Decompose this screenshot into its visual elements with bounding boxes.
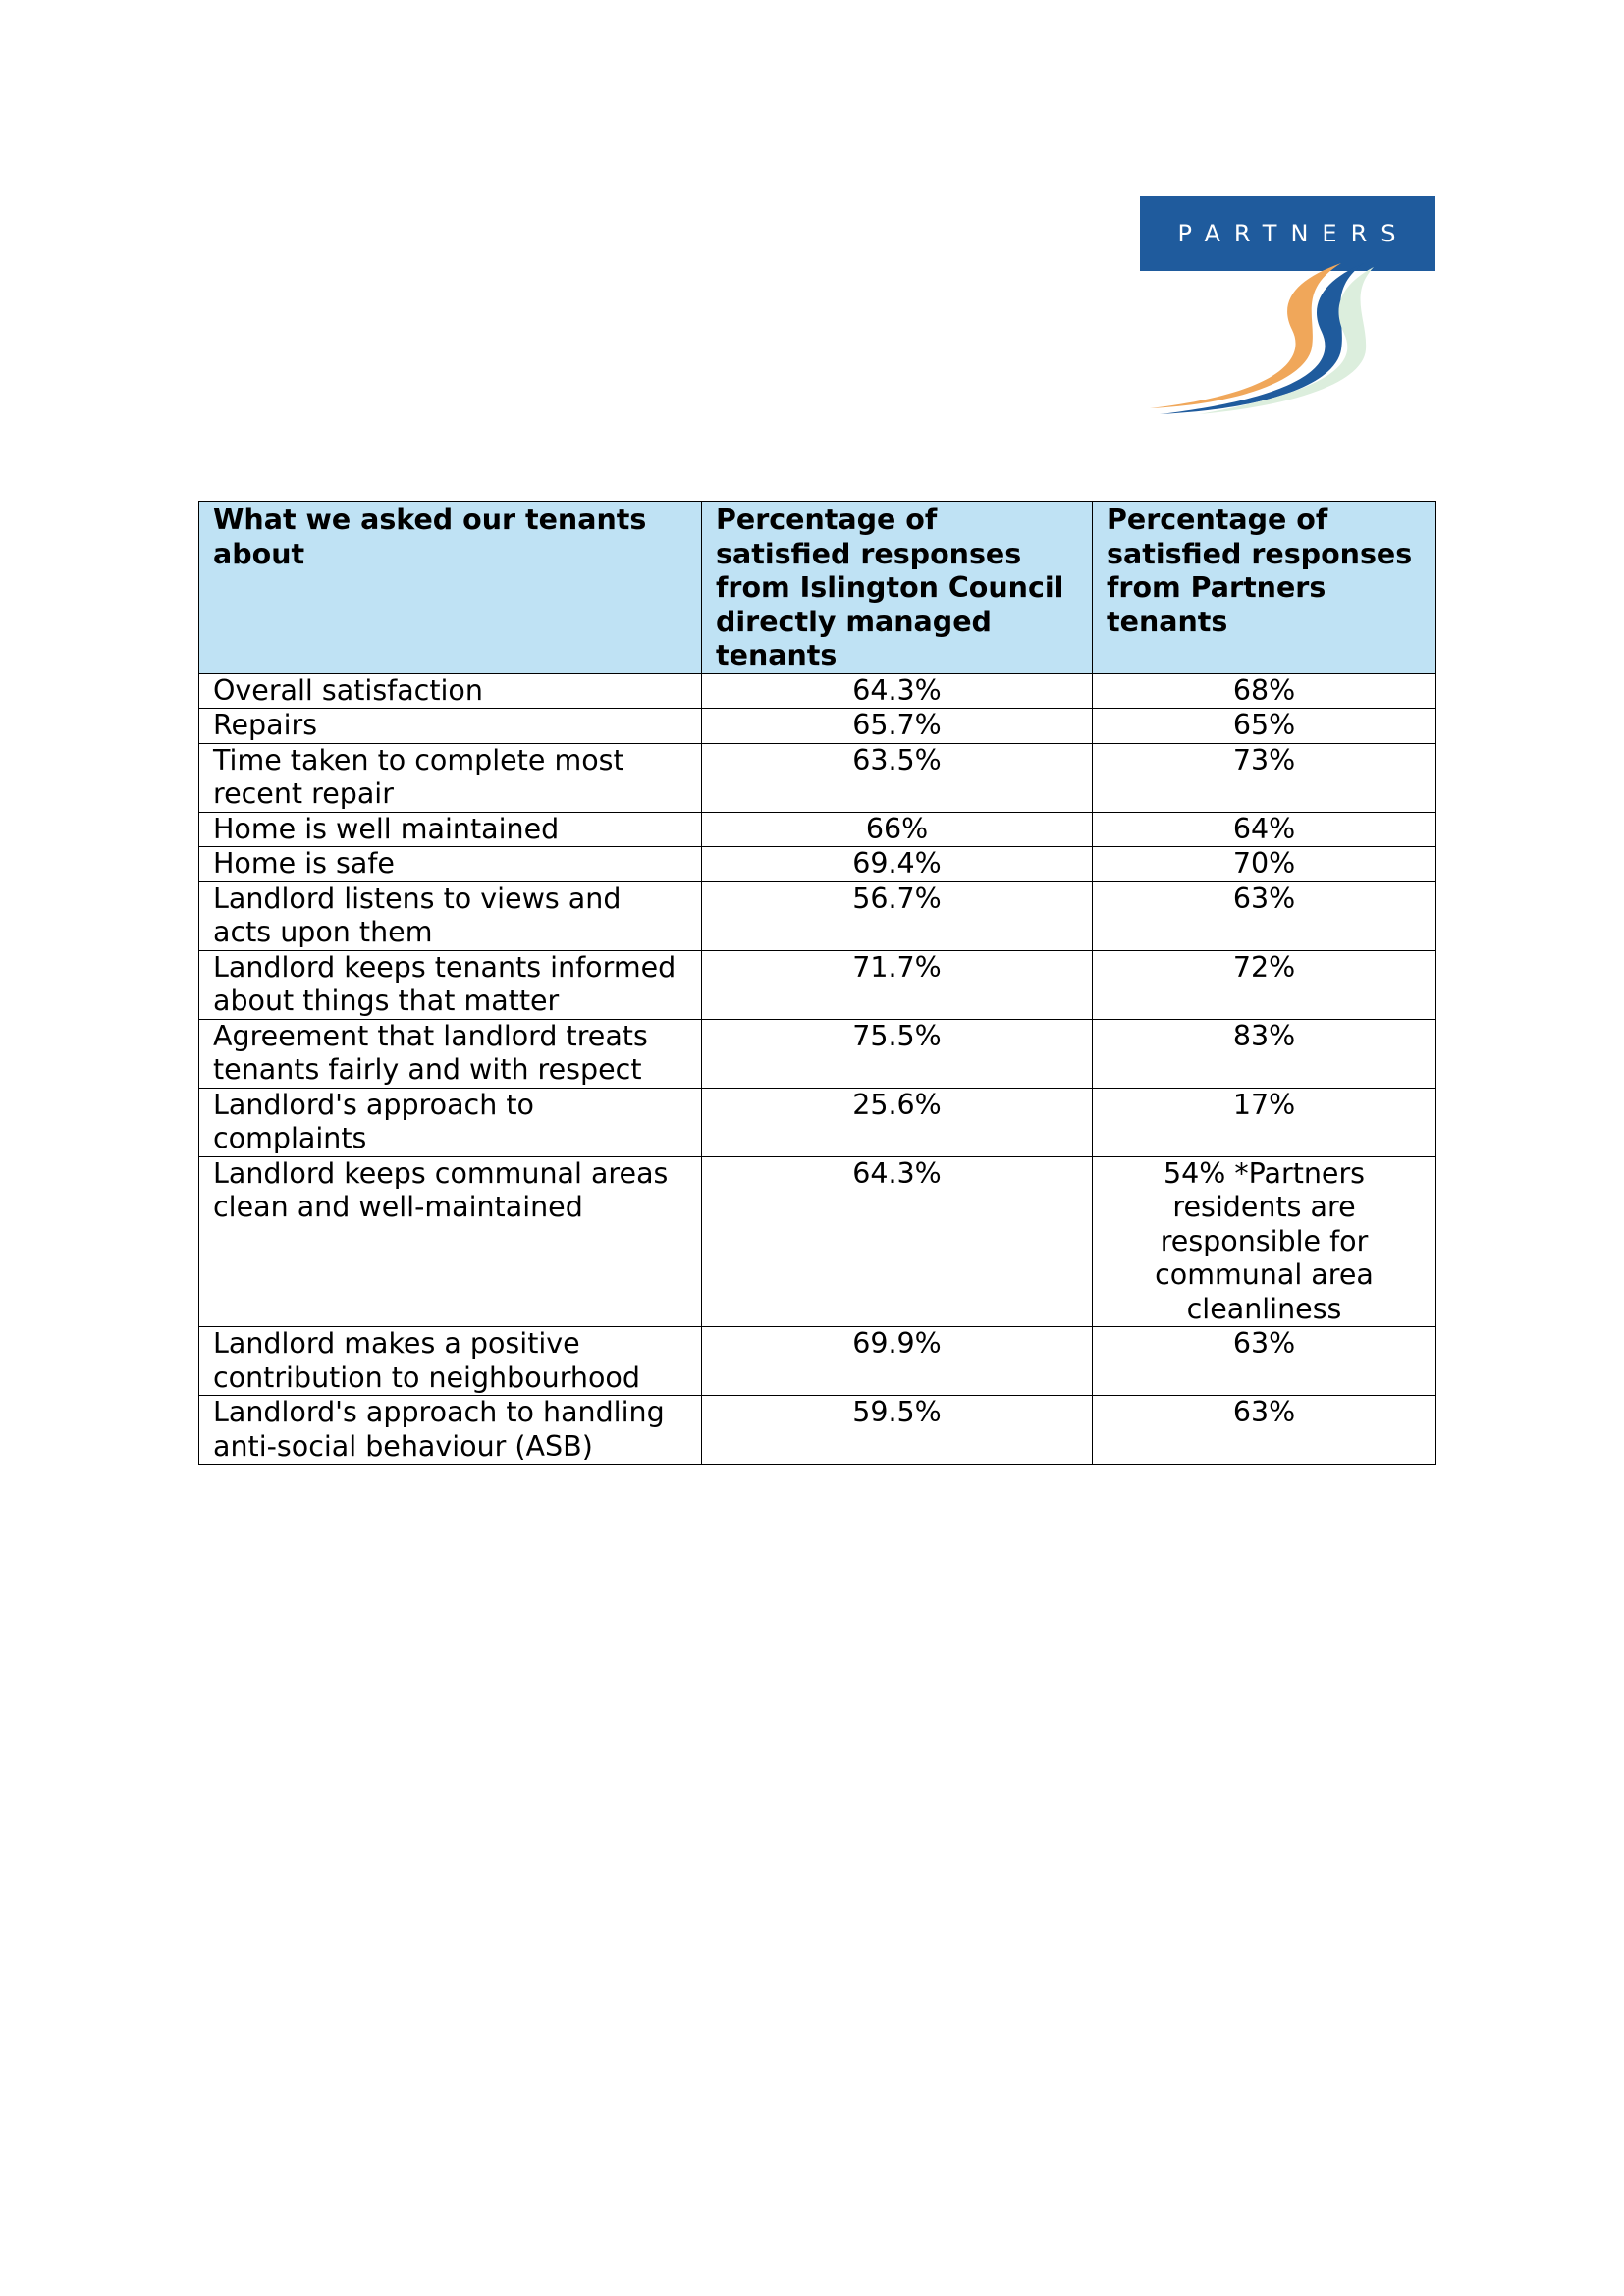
table-header-row (199, 502, 1436, 674)
table-row (199, 1327, 1436, 1396)
partners-value: 83% (1093, 1019, 1436, 1088)
islington-value: 64.3% (702, 673, 1093, 709)
partners-value: 63% (1093, 881, 1436, 950)
question-cell: Landlord's approach to handling anti-social behaviour (ASB) (199, 1396, 702, 1465)
question-cell: Landlord keeps communal areas clean and well-maintained (199, 1156, 702, 1327)
partners-logo (1140, 196, 1435, 416)
question-cell: Home is safe (199, 847, 702, 882)
table-row (199, 812, 1436, 847)
partners-value: 70% (1093, 847, 1436, 882)
partners-value: 63% (1093, 1396, 1436, 1465)
table-row (199, 1396, 1436, 1465)
satisfaction-table (198, 501, 1436, 1465)
partners-value: 65% (1093, 709, 1436, 744)
islington-value: 25.6% (702, 1088, 1093, 1156)
table-row (199, 673, 1436, 709)
table-row (199, 709, 1436, 744)
question-cell: Home is well maintained (199, 812, 702, 847)
partners-value: 72% (1093, 950, 1436, 1019)
partners-value: 73% (1093, 743, 1436, 812)
islington-value: 69.9% (702, 1327, 1093, 1396)
table-row (199, 881, 1436, 950)
islington-value: 65.7% (702, 709, 1093, 744)
question-cell: Time taken to complete most recent repair (199, 743, 702, 812)
islington-value: 56.7% (702, 881, 1093, 950)
table-row (199, 1088, 1436, 1156)
question-cell: Landlord's approach to complaints (199, 1088, 702, 1156)
question-cell: Overall satisfaction (199, 673, 702, 709)
question-cell: Repairs (199, 709, 702, 744)
partners-value: 63% (1093, 1327, 1436, 1396)
partners-value: 54% *Partners residents are responsible for communal area cleanliness (1093, 1156, 1436, 1327)
swoosh-logo-icon (1140, 261, 1435, 416)
islington-value: 75.5% (702, 1019, 1093, 1088)
header-question: What we asked our tenants about (199, 502, 702, 674)
question-cell: Landlord makes a positive contribution to neighbourhood (199, 1327, 702, 1396)
islington-value: 63.5% (702, 743, 1093, 812)
islington-value: 71.7% (702, 950, 1093, 1019)
table-row (199, 743, 1436, 812)
logo-text: PARTNERS (1177, 220, 1410, 247)
question-cell: Agreement that landlord treats tenants fairly and with respect (199, 1019, 702, 1088)
partners-value: 68% (1093, 673, 1436, 709)
partners-value: 17% (1093, 1088, 1436, 1156)
table-row (199, 1156, 1436, 1327)
table-row (199, 1019, 1436, 1088)
islington-value: 64.3% (702, 1156, 1093, 1327)
islington-value: 59.5% (702, 1396, 1093, 1465)
islington-value: 69.4% (702, 847, 1093, 882)
question-cell: Landlord keeps tenants informed about things that matter (199, 950, 702, 1019)
partners-value: 64% (1093, 812, 1436, 847)
question-cell: Landlord listens to views and acts upon them (199, 881, 702, 950)
header-islington: Percentage of satisfied responses from Islington Council directly managed tenants (702, 502, 1093, 674)
header-partners: Percentage of satisfied responses from Partners tenants (1093, 502, 1436, 674)
islington-value: 66% (702, 812, 1093, 847)
table-row (199, 950, 1436, 1019)
table-row (199, 847, 1436, 882)
